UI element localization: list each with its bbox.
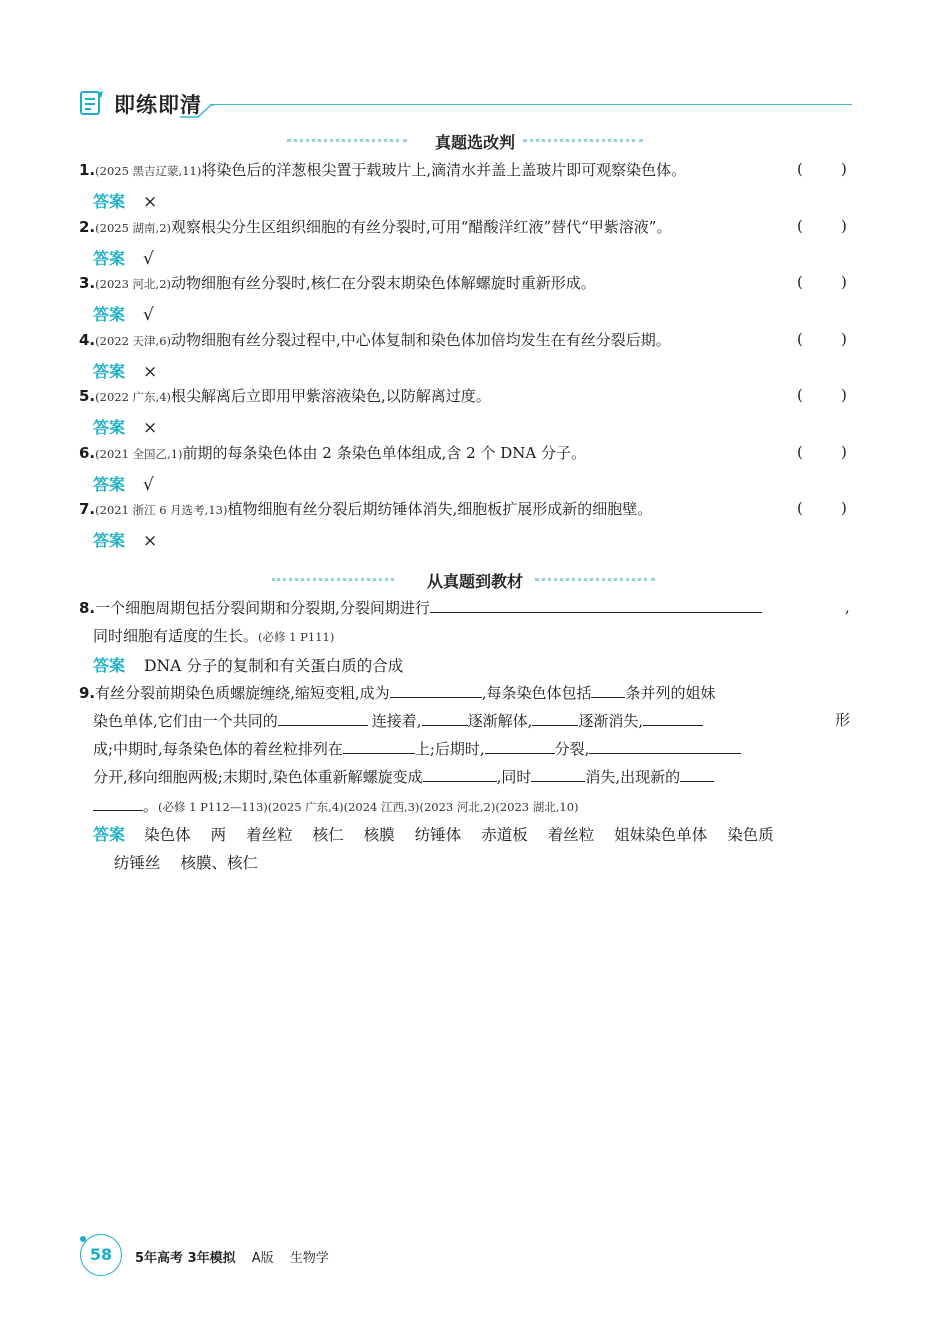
answer-label: 答案 (93, 475, 126, 494)
answer-mark: √ (143, 475, 154, 495)
question-text: 将染色后的洋葱根尖置于载玻片上,滴清水并盖上盖玻片即可观察染色体。 (201, 161, 687, 179)
question-8-comma: , (845, 598, 850, 616)
fill-blank[interactable] (423, 766, 497, 782)
answer-label: 答案 (93, 249, 126, 268)
question-item (79, 499, 652, 520)
answer-mark: × (143, 362, 158, 382)
question-text: 观察根尖分生区组织细胞的有丝分裂时,可用“醋酸洋红液”替代“甲紫溶液”。 (171, 218, 672, 236)
question-item (79, 160, 686, 181)
answer-item: 纺锤丝 (114, 854, 161, 872)
question-text: 动物细胞有丝分裂过程中,中心体复制和染色体加倍均发生在有丝分裂后期。 (171, 331, 671, 349)
question-number: 9. (79, 684, 96, 702)
question-item (79, 273, 596, 294)
question-source: (2021 全国乙,1) (95, 447, 183, 461)
answer-item: 两 (210, 826, 227, 844)
fill-blank[interactable] (93, 795, 143, 811)
question-number: 1. (79, 161, 96, 179)
answer-row-continued (114, 851, 278, 873)
question-8-line2: 同时细胞有适度的生长。(必修 1 P111) (93, 627, 335, 645)
answer-label: 答案 (93, 531, 126, 550)
answer-bracket[interactable]: ( ) (797, 499, 847, 517)
answer-item: 赤道板 (481, 826, 528, 844)
answer-mark: × (143, 418, 158, 438)
answer-mark: × (143, 531, 158, 551)
header-icon (79, 89, 105, 117)
answer-bracket[interactable]: ( ) (797, 330, 847, 348)
edition: A版 (251, 1251, 274, 1266)
answer-label: 答案 (93, 418, 126, 437)
question-source: (2021 浙江 6 月选考,13) (95, 503, 228, 517)
answer-label: 答案 (93, 825, 126, 844)
question-source: (必修 1 P112—113)(2025 广东,4)(2024 江西,3)(2023 河北,2)(2023 湖北,10) (158, 800, 579, 814)
question-9-line2-end: 形 (835, 711, 851, 729)
fill-blank[interactable] (390, 682, 482, 698)
question-number: 6. (79, 444, 96, 462)
question-number: 8. (79, 599, 96, 617)
header-divider-accent (180, 104, 214, 118)
answer-label: 答案 (93, 362, 126, 381)
answer-item: 纺锤体 (414, 826, 462, 844)
page-number-dot (80, 1236, 86, 1242)
question-item (79, 217, 671, 238)
answer-row (93, 302, 154, 325)
question-number: 3. (79, 274, 96, 292)
answer-item: 着丝粒 (246, 826, 293, 844)
answer-item: 着丝粒 (547, 826, 595, 844)
question-source: (2022 天津,6) (95, 334, 172, 348)
answer-bracket[interactable]: ( ) (797, 160, 847, 178)
fill-blank[interactable] (422, 710, 468, 726)
answer-row (93, 472, 154, 495)
question-item (79, 386, 491, 407)
answer-item: 染色质 (727, 826, 774, 844)
question-number: 5. (79, 387, 96, 405)
answer-row (93, 653, 403, 676)
question-number: 7. (79, 500, 96, 518)
fill-blank[interactable] (532, 710, 578, 726)
answer-item: 染色体 (144, 826, 191, 844)
fill-blank[interactable] (680, 766, 714, 782)
fill-blank[interactable] (643, 710, 703, 726)
question-text: 根尖解离后立即用甲紫溶液染色,以防解离过度。 (171, 387, 491, 405)
fill-blank[interactable] (430, 597, 762, 613)
answer-item: 核仁 (312, 826, 344, 844)
page-number: 58 (80, 1234, 122, 1276)
answer-row (93, 415, 157, 438)
answer-bracket[interactable]: ( ) (797, 443, 847, 461)
fill-blank[interactable] (278, 710, 368, 726)
subject: 生物学 (289, 1251, 329, 1266)
section-heading: 从真题到教材 (426, 572, 523, 591)
header-divider (210, 104, 852, 105)
answer-mark: × (143, 192, 158, 212)
answer-row (93, 359, 157, 382)
question-8: 8.一个细胞周期包括分裂间期和分裂期,分裂间期进行 (79, 597, 762, 618)
question-source: (2023 河北,2) (95, 277, 172, 291)
answer-item: 姐妹染色单体 (614, 826, 708, 844)
question-9-line4: 分开,移向细胞两极;末期时,染色体重新解螺旋变成 ,同时 消失,出现新的 (93, 766, 714, 787)
question-source: (2025 湖南,2) (95, 221, 172, 235)
fill-blank[interactable] (591, 682, 625, 698)
answer-bracket[interactable]: ( ) (797, 217, 847, 235)
answer-row (93, 246, 154, 269)
answer-label: 答案 (93, 305, 126, 324)
answer-row (93, 189, 157, 212)
question-item (79, 443, 586, 464)
fill-blank[interactable] (531, 766, 585, 782)
page-title: 即练即清 (114, 93, 202, 117)
question-source: (必修 1 P111) (258, 630, 335, 644)
question-item (79, 330, 671, 351)
fill-blank[interactable] (343, 738, 415, 754)
answer-row (93, 528, 157, 551)
question-9-line2: 染色单体,它们由一个共同的 连接着, 逐渐解体, 逐渐消失, (93, 710, 703, 731)
question-number: 4. (79, 331, 96, 349)
question-text: 植物细胞有丝分裂后期纺锤体消失,细胞板扩展形成新的细胞壁。 (227, 500, 653, 518)
question-text: 动物细胞有丝分裂时,核仁在分裂末期染色体解螺旋时重新形成。 (171, 274, 596, 292)
answer-item: 核膜、核仁 (180, 854, 259, 872)
question-source: (2025 黑吉辽蒙,11) (95, 164, 202, 178)
question-text: 前期的每条染色体由 2 条染色单体组成,含 2 个 DNA 分子。 (182, 444, 586, 462)
footer-book-info (135, 1247, 329, 1266)
fill-blank[interactable] (589, 738, 741, 754)
fill-blank[interactable] (485, 738, 555, 754)
answer-bracket[interactable]: ( ) (797, 273, 847, 291)
answer-row (93, 822, 774, 845)
question-9-line3: 成;中期时,每条染色体的着丝粒排列在 上;后期时, 分裂, (93, 738, 741, 759)
answer-item: 核膜 (363, 826, 395, 844)
answer-label: 答案 (93, 192, 126, 211)
section-heading: 真题选改判 (434, 133, 515, 152)
question-9-line1: 9.有丝分裂前期染色质螺旋缠绕,缩短变粗,成为 ,每条染色体包括 条并列的姐妹 (79, 684, 716, 702)
answer-bracket[interactable]: ( ) (797, 386, 847, 404)
answer-text (130, 825, 774, 844)
question-number: 2. (79, 218, 96, 236)
answer-mark: √ (143, 249, 154, 269)
question-source: (2022 广东,4) (95, 390, 172, 404)
answer-mark: √ (143, 305, 154, 325)
book-title: 5年高考 3年模拟 (135, 1251, 236, 1266)
answer-label: 答案 (93, 656, 126, 675)
question-9-line5: 。(必修 1 P112—113)(2025 广东,4)(2024 江西,3)(2023 河北,2)(2023 湖北,10) (93, 795, 579, 817)
answer-text: DNA 分子的复制和有关蛋白质的合成 (144, 657, 404, 675)
